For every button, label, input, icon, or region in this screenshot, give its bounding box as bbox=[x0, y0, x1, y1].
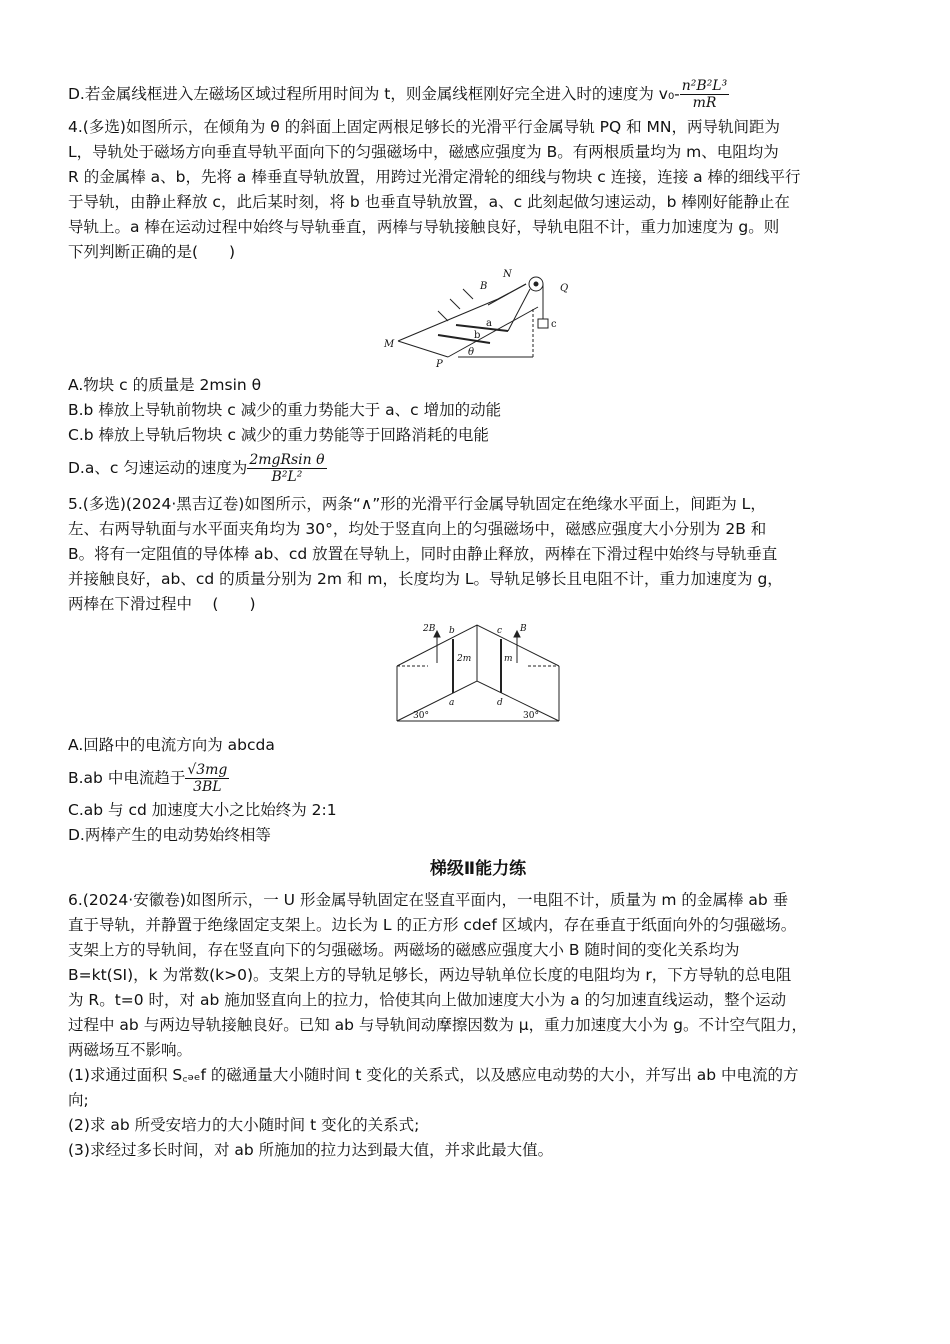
label-b: b bbox=[474, 330, 481, 341]
q3-option-d-fraction bbox=[680, 78, 729, 111]
q5-option-b bbox=[68, 758, 888, 798]
label-c: c bbox=[497, 626, 503, 636]
q3-option-d-text: D.若金属线框进入左磁场区域过程所用时间为 t，则金属线框刚好完全进入时的速度为 v₀- bbox=[68, 85, 680, 103]
q5-rail-figure bbox=[393, 621, 563, 729]
q6-line: 支架上方的导轨间，存在竖直向下的匀强磁场。两磁场的磁感应强度大小 B 随时间的变化关系均为 bbox=[68, 941, 740, 959]
label-q: Q bbox=[560, 283, 569, 294]
q5-option-b-text: B.ab 中电流趋于 bbox=[68, 769, 186, 787]
q4-option-d-text: D.a、c 匀速运动的速度为 bbox=[68, 459, 248, 477]
q4-incline-figure bbox=[378, 269, 578, 369]
q6-line: B=kt(SI)，k 为常数(k>0)。支架上方的导轨足够长，两边导轨单位长度的电阻均为 r，下方导轨的总电阻 bbox=[68, 966, 792, 984]
block-c bbox=[538, 319, 548, 328]
q4-line: L，导轨处于磁场方向垂直导轨平面向下的匀强磁场中，磁感应强度为 B。有两根质量均为 m、电阻均为 bbox=[68, 143, 779, 161]
q6-line: 过程中 ab 与两边导轨接触良好。已知 ab 与导轨间动摩擦因数为 μ，重力加速度大小为 g。不计空气阻力， bbox=[68, 1016, 807, 1034]
label-2m: 2m bbox=[457, 654, 472, 664]
label-b-field: B bbox=[520, 624, 527, 634]
q4-line: 4.(多选)如图所示，在倾角为 θ 的斜面上固定两根足够长的光滑平行金属导轨 PQ 和 MN，两导轨间距为 bbox=[68, 118, 781, 136]
label-a: a bbox=[486, 318, 492, 329]
label-theta: θ bbox=[468, 347, 475, 358]
section-heading: 梯级Ⅱ能力练 bbox=[429, 859, 527, 879]
rod-b bbox=[438, 335, 490, 343]
q6-line: 两磁场互不影响。 bbox=[68, 1041, 193, 1059]
label-2b: 2B bbox=[423, 624, 436, 634]
question-5 bbox=[68, 492, 888, 848]
field-arrow bbox=[463, 289, 473, 299]
label-b: b bbox=[449, 626, 455, 636]
q5-line: 左、右两导轨面与水平面夹角均为 30°，均处于竖直向上的匀强磁场中，磁感应强度大小分别为 2B 和 bbox=[68, 520, 767, 538]
q5-line: 两棒在下滑过程中 ( ) bbox=[68, 595, 256, 613]
q4-line: 下列判断正确的是( ) bbox=[68, 243, 236, 261]
pulley-axle-icon bbox=[534, 282, 538, 286]
q4-option-d bbox=[68, 448, 888, 488]
q6-sub-question: (3)求经过多长时间，对 ab 所施加的拉力达到最大值，并求此最大值。 bbox=[68, 1141, 554, 1159]
q4-option-b: B.b 棒放上导轨前物块 c 减少的重力势能大于 a、c 增加的动能 bbox=[68, 401, 502, 419]
q6-sub-question: 向; bbox=[68, 1091, 89, 1109]
q6-line: 为 R。t=0 时，对 ab 施加竖直向上的拉力，恰使其向上做加速度大小为 a 的匀加速直线运动，整个运动 bbox=[68, 991, 787, 1009]
q5-option-a: A.回路中的电流方向为 abcda bbox=[68, 736, 275, 754]
label-b-field: B bbox=[480, 281, 488, 292]
label-angle-right: 30° bbox=[523, 711, 539, 721]
q6-line: 直于导轨，并静置于绝缘固定支架上。边长为 L 的正方形 cdef 区域内，存在垂直于纸面向外的匀强磁场。 bbox=[68, 916, 797, 934]
question-4 bbox=[68, 115, 888, 488]
q5-line: B。将有一定阻值的导体棒 ab、cd 放置在导轨上，同时由静止释放，两棒在下滑过程中始终与导轨垂直 bbox=[68, 545, 778, 563]
field-arrow bbox=[450, 299, 460, 309]
question-6 bbox=[68, 888, 888, 1163]
fraction-denominator: mR bbox=[692, 95, 717, 111]
fraction-numerator: √3mg bbox=[187, 762, 228, 778]
fraction-denominator: 3BL bbox=[193, 779, 222, 795]
q4-line: 导轨上。a 棒在运动过程中始终与导轨垂直，两棒与导轨接触良好，导轨电阻不计，重力加速度为 g。则 bbox=[68, 218, 780, 236]
rail-mn bbox=[398, 299, 498, 341]
label-m: m bbox=[504, 654, 513, 664]
label-d: d bbox=[497, 698, 503, 708]
q5-option-d: D.两棒产生的电动势始终相等 bbox=[68, 826, 271, 844]
label-m: M bbox=[384, 339, 395, 350]
field-arrow bbox=[438, 311, 448, 321]
rail-front bbox=[397, 625, 559, 666]
q4-option-d-fraction bbox=[247, 452, 326, 485]
label-c: c bbox=[551, 319, 557, 330]
q5-line: 5.(多选)(2024·黑吉辽卷)如图所示，两条“∧”形的光滑平行金属导轨固定在绝缘水平面上，间距为 L， bbox=[68, 495, 766, 513]
q4-option-c: C.b 棒放上导轨后物块 c 减少的重力势能等于回路消耗的电能 bbox=[68, 426, 489, 444]
q6-line: 6.(2024·安徽卷)如图所示，一 U 形金属导轨固定在竖直平面内，一电阻不计，质量为 m 的金属棒 ab 垂 bbox=[68, 891, 789, 909]
label-angle-left: 30° bbox=[413, 711, 429, 721]
fraction-numerator: n²B²L³ bbox=[681, 78, 728, 94]
q4-line: 于导轨，由静止释放 c，此后某时刻，将 b 也垂直导轨放置，a、c 此刻起做匀速运动，b 棒刚好能静止在 bbox=[68, 193, 790, 211]
q6-sub-question: (2)求 ab 所受安培力的大小随时间 t 变化的关系式; bbox=[68, 1116, 420, 1134]
q3-option-d bbox=[68, 78, 888, 111]
label-p: P bbox=[436, 359, 443, 369]
q6-sub-question: (1)求通过面积 S꜀ₔₑf 的磁通量大小随时间 t 变化的关系式，以及感应电动势的大小，并写出 ab 中电流的方 bbox=[68, 1066, 799, 1084]
fraction-denominator: B²L² bbox=[271, 469, 303, 485]
q5-option-c: C.ab 与 cd 加速度大小之比始终为 2:1 bbox=[68, 801, 337, 819]
document-page bbox=[68, 78, 888, 1163]
q4-option-a: A.物块 c 的质量是 2msin θ bbox=[68, 376, 262, 394]
q5-line: 并接触良好，ab、cd 的质量分别为 2m 和 m，长度均为 L。导轨足够长且电阻不计，重力加速度为 g， bbox=[68, 570, 783, 588]
incline-base-left bbox=[398, 341, 448, 357]
rail-n-end bbox=[498, 284, 526, 299]
q5-option-b-fraction bbox=[185, 762, 229, 795]
q4-line: R 的金属棒 a、b，先将 a 棒垂直导轨放置，用跨过光滑定滑轮的细线与物块 c 连接，连接 a 棒的细线平行 bbox=[68, 168, 801, 186]
fraction-numerator: 2mgRsin θ bbox=[249, 452, 325, 468]
label-a: a bbox=[449, 698, 455, 708]
string bbox=[508, 289, 530, 331]
label-n: N bbox=[503, 269, 512, 280]
